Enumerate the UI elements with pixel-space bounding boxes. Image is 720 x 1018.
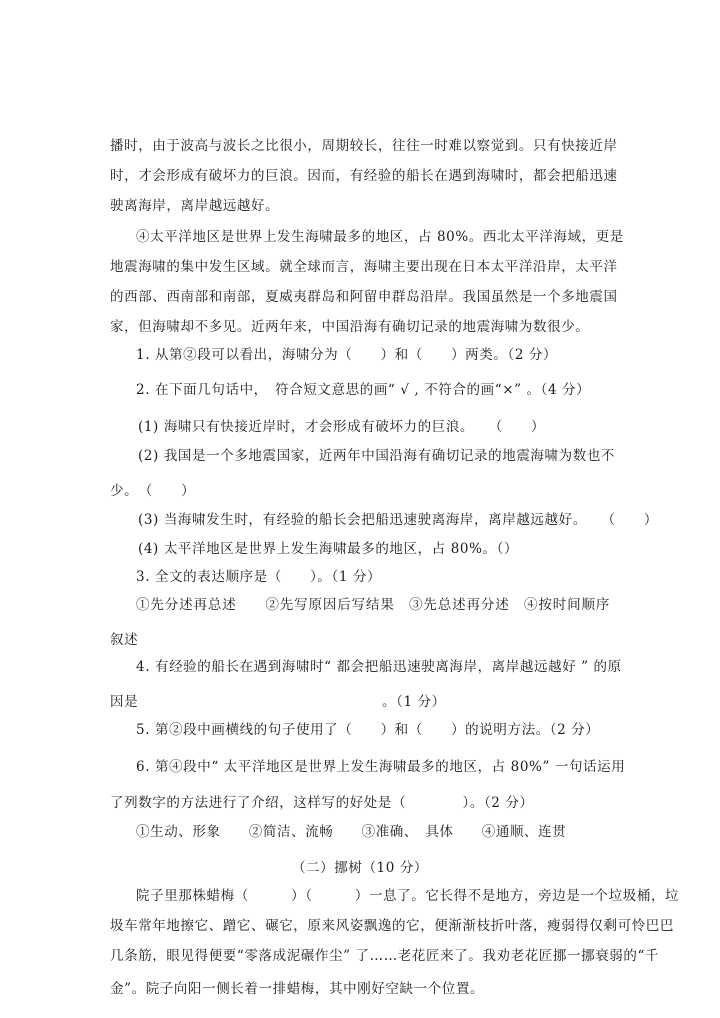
question-5: 5. 第②段中画横线的句子使用了（ ）和（ ）的说明方法。（2 分） xyxy=(136,722,600,738)
question-3: 3. 全文的表达顺序是（ ）。（1 分） xyxy=(136,569,382,585)
question-3-options-cont: 叙述 xyxy=(110,632,139,648)
section-title: （二）挪树（10 分） xyxy=(291,860,429,876)
question-3-options: ①先分述再总述 ②先写原因后写结果 ③先总述再分述 ④按时间顺序 xyxy=(136,597,610,613)
question-2-item-1: (1) 海啸只有快接近岸时，才会形成有破坏力的巨浪。 （ ） xyxy=(138,419,546,435)
question-6-options: ①生动、形象 ②简洁、流畅 ③准确、 具体 ④通顺、连贯 xyxy=(136,824,567,840)
passage-line: 播时，由于波高与波长之比很小，周期较长，往往一时难以察觉到。只有快接近岸 xyxy=(110,138,618,154)
paragraph-4-line: 地震海啸的集中发生区域。就全球而言，海啸主要出现在日本太平洋沿岸，太平洋 xyxy=(110,259,618,275)
paragraph-4-line: 家，但海啸却不多见。近两年来，中国沿海有确切记录的地震海啸为数很少。 xyxy=(110,319,590,335)
passage-line: 驶离海岸，离岸越远越好。 xyxy=(110,198,280,214)
question-2-item-2: (2) 我国是一个多地震国家，近两年中国沿海有确切记录的地震海啸为数也不 xyxy=(138,448,616,464)
question-2-item-3: (3) 当海啸发生时，有经验的船长会把船迅速驶离海岸，离岸越远越好。 （ ） xyxy=(138,512,658,528)
question-2: 2. 在下面几句话中， 符合短文意思的画“ √ , 不符合的画“×” 。（4 分） xyxy=(136,382,591,398)
question-2-item-4: (4) 太平洋地区是世界上发生海啸最多的地区，占 80%。（） xyxy=(138,541,519,557)
section-2-paragraph-line: 圾车常年地擦它、蹭它、碾它，原来风姿飘逸的它，便渐渐枝折叶落，瘦弱得仅剩可怜巴巴 xyxy=(110,918,674,934)
question-1: 1. 从第②段可以看出，海啸分为（ ）和（ ）两类。（2 分） xyxy=(136,347,558,363)
section-2-paragraph-line: 几条筋，眼见得便要“零落成泥碾作尘” 了……老花匠来了。我劝老花匠挪一挪衰弱的“千 xyxy=(110,948,660,964)
question-4-answer-prefix: 因是 xyxy=(110,694,139,710)
question-2-item-2-cont: 少。 （ ） xyxy=(110,483,196,499)
question-4: 4. 有经验的船长在遇到海啸时“ 都会把船迅速驶离海岸，离岸越远越好 ” 的原 xyxy=(136,659,622,675)
question-4-answer-suffix: 。（1 分） xyxy=(382,694,446,710)
paragraph-4-line: 的西部、西南部和南部，夏威夷群岛和阿留申群岛沿岸。我国虽然是一个多地震国 xyxy=(110,289,618,305)
question-6-cont: 了列数字的方法进行了介绍，这样写的好处是（ ）。（2 分） xyxy=(110,795,534,811)
question-6: 6. 第④段中“ 太平洋地区是世界上发生海啸最多的地区，占 80%” 一句话运用 xyxy=(136,759,626,775)
paragraph-4-line: ④太平洋地区是世界上发生海啸最多的地区，占 80%。西北太平洋海域，更是 xyxy=(136,229,624,245)
passage-line: 时，才会形成有破坏力的巨浪。因而，有经验的船长在遇到海啸时，都会把船迅速 xyxy=(110,168,618,184)
section-2-paragraph-line: 金”。院子向阳一侧长着一排蜡梅，其中刚好空缺一个位置。 xyxy=(110,981,485,997)
section-2-paragraph-line: 院子里那株蜡梅（ ）（ ）一息了。它长得不是地方，旁边是一个垃圾桶，垃 xyxy=(136,888,680,904)
